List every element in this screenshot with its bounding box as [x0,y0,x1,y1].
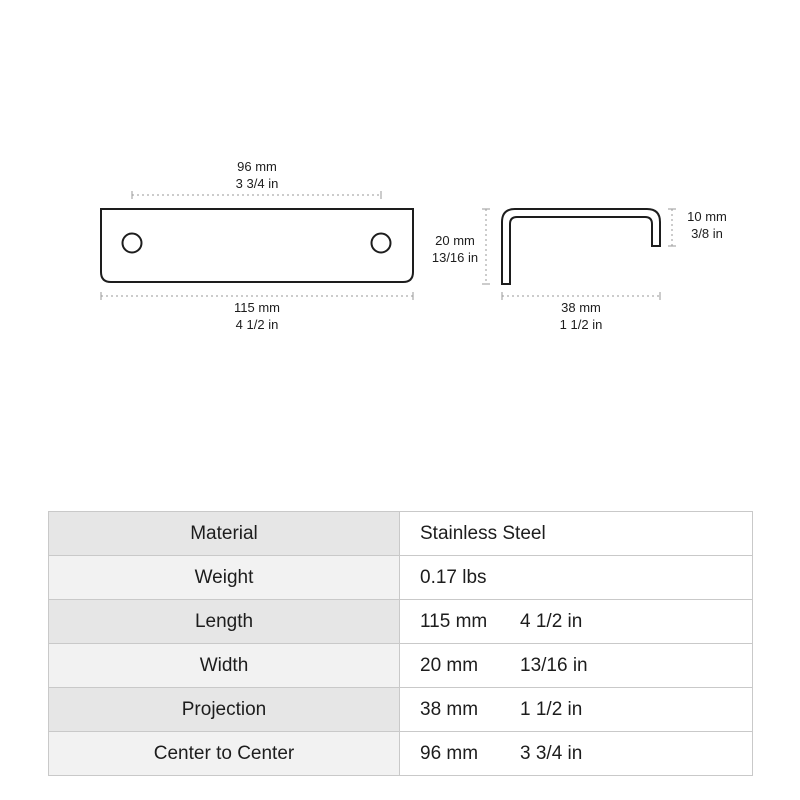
spec-label: Projection [49,688,400,732]
projection-metric-label: 38 mm [561,300,601,315]
spec-row-material [49,512,753,556]
spec-value: Stainless Steel [400,512,753,556]
depth-imperial-label: 3/8 in [691,226,723,241]
mounting-hole-left [123,234,142,253]
spec-row-length [49,600,753,644]
spec-label: Material [49,512,400,556]
spec-value-metric: 38 mm [420,698,479,720]
spec-row-projection [49,688,753,732]
spec-label: Center to Center [49,732,400,776]
spec-value [400,732,753,776]
center-to-center-imperial-label: 3 3/4 in [235,176,279,191]
length-metric-label: 115 mm [234,300,280,315]
spec-label: Length [49,600,400,644]
spec-value-imperial: 1 1/2 in [520,698,583,720]
width-imperial-label: 13/16 in [431,250,479,265]
spec-value-metric: 115 mm [420,610,488,632]
spec-value [400,600,753,644]
spec-value-metric: 96 mm [420,742,479,764]
spec-row-center-to-center [49,732,753,776]
spec-value-imperial: 13/16 in [520,654,588,676]
width-metric-label: 20 mm [435,233,475,248]
spec-value-imperial: 3 3/4 in [520,742,583,764]
front-view [101,159,413,332]
spec-value [400,688,753,732]
handle-side-profile [502,209,660,284]
center-to-center-metric-label: 96 mm [237,159,277,174]
length-imperial-label: 4 1/2 in [235,317,279,332]
projection-imperial-label: 1 1/2 in [559,317,603,332]
spec-label: Width [49,644,400,688]
mounting-hole-right [372,234,391,253]
spec-value-imperial: 4 1/2 in [520,610,583,632]
spec-value [400,644,753,688]
handle-front-outline [101,209,413,282]
side-view [432,209,727,332]
spec-label: Weight [49,556,400,600]
depth-metric-label: 10 mm [687,209,727,224]
spec-row-width [49,644,753,688]
specifications-table [48,511,753,776]
spec-value: 0.17 lbs [400,556,753,600]
spec-row-weight [49,556,753,600]
spec-value-metric: 20 mm [420,654,479,676]
